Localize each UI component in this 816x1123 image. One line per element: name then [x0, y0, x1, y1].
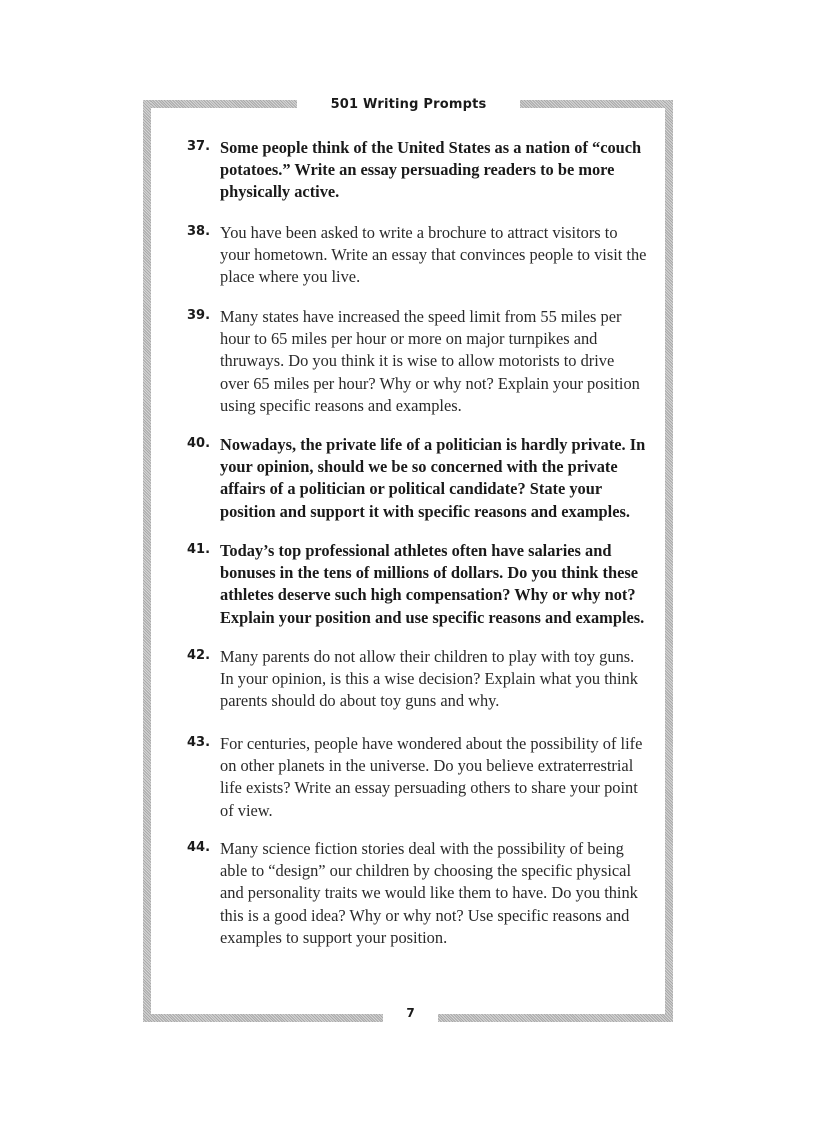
prompt-text: Today’s top professional athletes often have salaries and bonuses in the tens of millions of dollars. Do you think these athletes deserve such high compensation? Why or why not? Explain your position and use specific reasons and examples. [220, 541, 645, 627]
prompt-text: Many states have increased the speed limit from 55 miles per hour to 65 miles per hour or more on major turnpikes and thruways. Do you think it is wise to allow motorists to drive over 65 miles per hour? Why or why not? Explain your position using specific reasons and examples. [220, 307, 640, 415]
prompt-number: 37. [187, 139, 211, 154]
prompt-item-39 [187, 306, 647, 417]
prompt-item-38 [187, 222, 647, 289]
prompt-item-43 [187, 733, 647, 822]
prompt-text: For centuries, people have wondered about the possibility of life on other planets in the universe. Do you believe extraterrestrial life exists? Write an essay persuading others to share your point of view. [220, 734, 643, 820]
frame-top-right-bar [520, 100, 673, 108]
frame-bottom-left-bar [143, 1014, 383, 1022]
prompt-text: Many parents do not allow their children to play with toy guns. In your opinion, is this a wise decision? Explain what you think parents should do about toy guns and why. [220, 647, 638, 711]
prompt-item-37 [187, 137, 647, 204]
prompt-text: Many science fiction stories deal with the possibility of being able to “design” our children by choosing the specific physical and personality traits we would like them to have. Do you think this is a good idea? Why or why not? Use specific reasons and examples to support your position. [220, 839, 638, 947]
prompt-number: 43. [187, 735, 211, 750]
prompt-number: 41. [187, 542, 211, 557]
prompt-item-41 [187, 540, 647, 629]
prompt-item-44 [187, 838, 647, 949]
prompt-number: 42. [187, 648, 211, 663]
prompt-item-40 [187, 434, 647, 523]
running-header-title: 501 Writing Prompts [330, 97, 487, 112]
frame-bottom-right-bar [438, 1014, 673, 1022]
frame-top-left-bar [143, 100, 297, 108]
page-number: 7 [406, 1006, 415, 1020]
prompt-text: Nowadays, the private life of a politician is hardly private. In your opinion, should we be so concerned with the private affairs of a politician or political candidate? State your position and support it with specific reasons and examples. [220, 435, 646, 521]
prompt-number: 39. [187, 308, 211, 323]
frame-right-bar [665, 100, 673, 1022]
prompt-number: 44. [187, 840, 211, 855]
prompt-text: Some people think of the United States as a nation of “couch potatoes.” Write an essay persuading readers to be more physically active. [220, 138, 642, 202]
prompt-text: You have been asked to write a brochure to attract visitors to your hometown. Write an essay that convinces people to visit the place where you live. [220, 223, 647, 287]
prompt-number: 38. [187, 224, 211, 239]
frame-left-bar [143, 100, 151, 1022]
prompt-item-42 [187, 646, 647, 713]
prompt-number: 40. [187, 436, 211, 451]
